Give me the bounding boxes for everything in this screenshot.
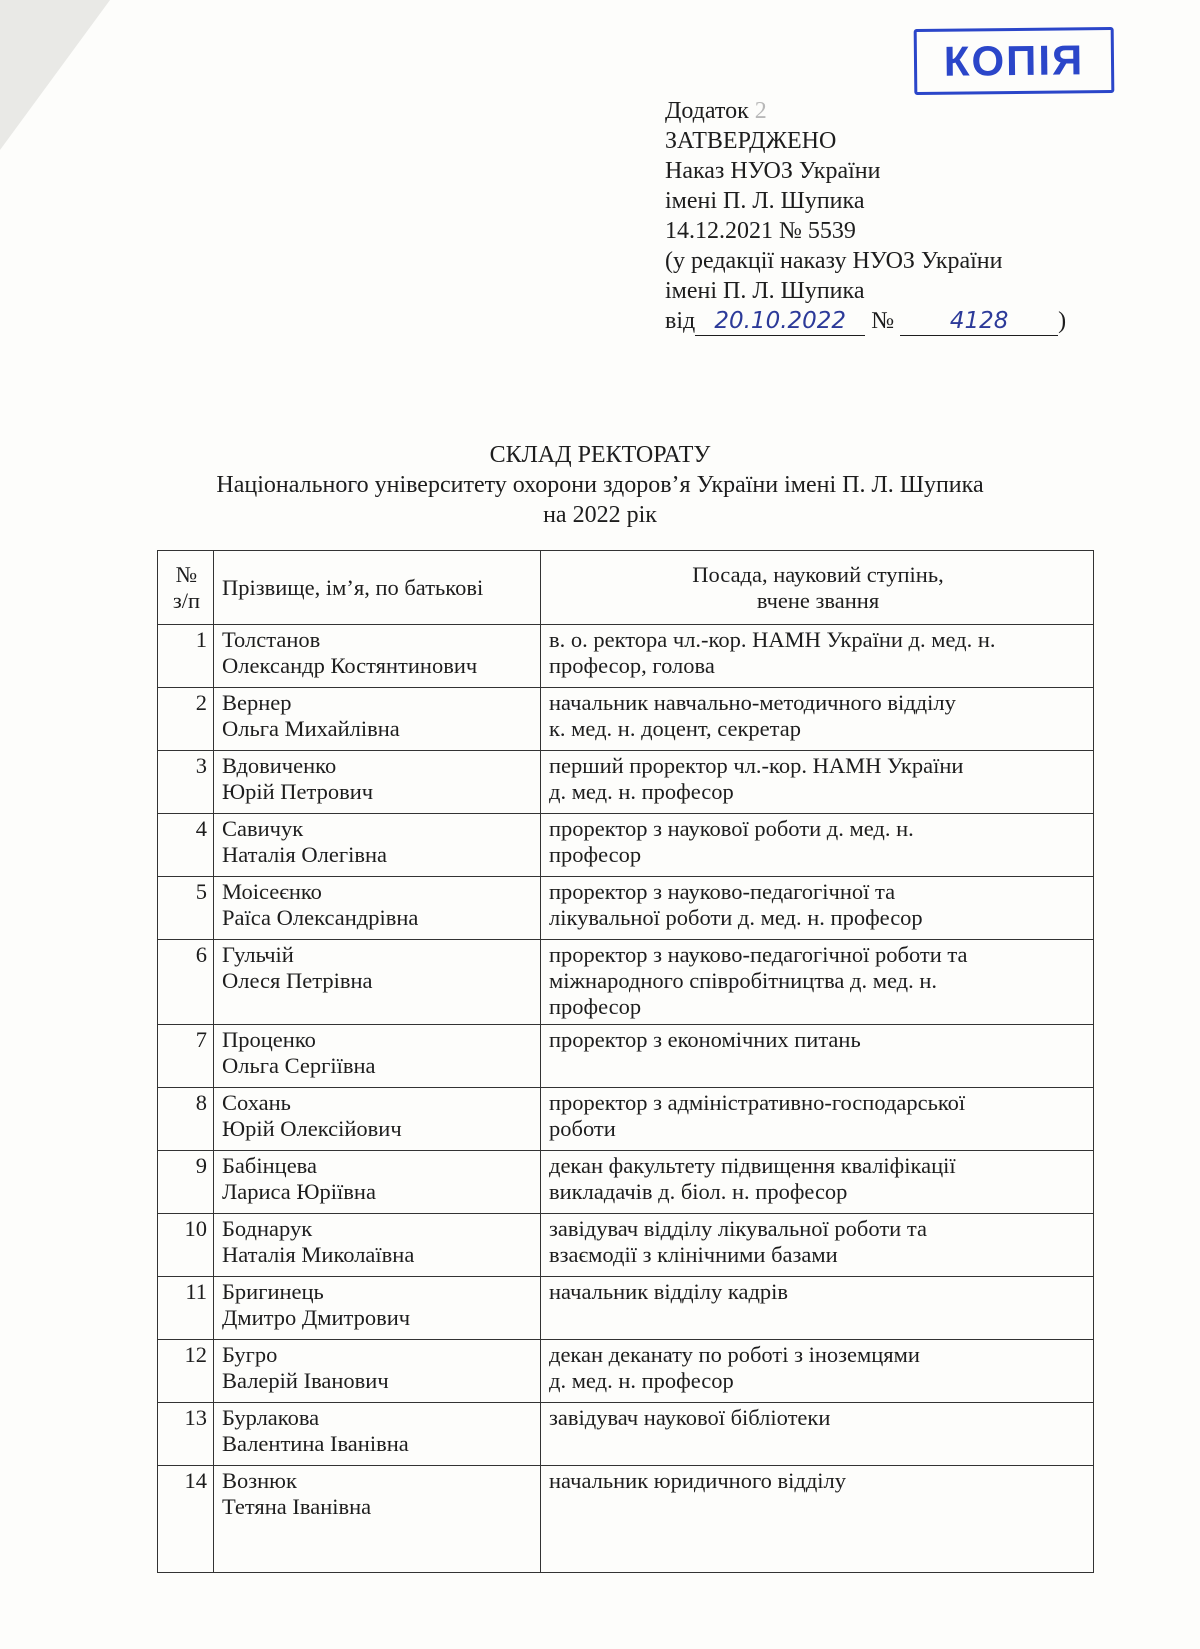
table-body <box>158 625 1094 1573</box>
row-full-name <box>214 1277 541 1340</box>
table-row <box>158 940 1094 1025</box>
handwritten-date: 20.10.2022 <box>695 308 865 336</box>
revision-university-line: імені П. Л. Шупика <box>665 278 865 304</box>
table-row <box>158 751 1094 814</box>
row-position-line: проректор з науково-педагогічної та <box>549 879 896 904</box>
row-given-names: Лариса Юріївна <box>222 1179 376 1204</box>
row-position-line: професор <box>549 994 642 1019</box>
copy-stamp <box>914 27 1115 95</box>
appendix-label: Додаток <box>665 98 755 124</box>
row-surname: Боднарук <box>222 1216 313 1241</box>
row-position-line: д. мед. н. професор <box>549 1368 734 1393</box>
row-position <box>541 688 1094 751</box>
row-given-names: Ольга Сергіївна <box>222 1053 376 1078</box>
row-surname: Бабінцева <box>222 1153 317 1178</box>
row-position-line: к. мед. н. доцент, секретар <box>549 716 802 741</box>
row-number: 10 <box>158 1214 214 1277</box>
header-position-line1: Посада, науковий ступінь, <box>692 561 944 587</box>
row-position-line: начальник навчально-методичного відділу <box>549 690 956 715</box>
row-number: 1 <box>158 625 214 688</box>
row-number: 8 <box>158 1088 214 1151</box>
row-position-line: професор <box>549 842 642 867</box>
table-header-row <box>158 551 1094 625</box>
from-label: від <box>665 308 696 334</box>
row-given-names: Наталія Олегівна <box>222 842 387 867</box>
row-given-names: Раїса Олександрівна <box>222 905 419 930</box>
row-position-line: в. о. ректора чл.-кор. НАМН України д. мед. н. <box>549 627 996 652</box>
row-number: 7 <box>158 1025 214 1088</box>
header-number-line1: № <box>175 561 198 587</box>
row-position <box>541 1214 1094 1277</box>
row-full-name <box>214 1151 541 1214</box>
revision-line: (у редакції наказу НУОЗ України <box>665 248 1003 274</box>
row-number: 3 <box>158 751 214 814</box>
header-number <box>158 551 214 625</box>
row-position <box>541 1277 1094 1340</box>
row-given-names: Валентина Іванівна <box>222 1431 409 1456</box>
revision-date-line <box>665 306 1066 336</box>
table-row <box>158 1403 1094 1466</box>
row-position <box>541 1151 1094 1214</box>
row-surname: Толстанов <box>222 627 321 652</box>
row-surname: Бригинець <box>222 1279 324 1304</box>
row-number: 14 <box>158 1466 214 1573</box>
row-full-name <box>214 1403 541 1466</box>
row-position-line: взаємодії з клінічними базами <box>549 1242 838 1267</box>
copy-stamp-text: КОПІЯ <box>943 36 1085 85</box>
document-year: на 2022 рік <box>543 502 657 528</box>
row-given-names: Наталія Миколаївна <box>222 1242 415 1267</box>
table-row <box>158 1466 1094 1573</box>
row-full-name <box>214 625 541 688</box>
approved-line: ЗАТВЕРДЖЕНО <box>665 128 837 154</box>
appendix-line <box>665 96 1066 126</box>
row-full-name <box>214 1340 541 1403</box>
row-number: 2 <box>158 688 214 751</box>
row-position-line: д. мед. н. професор <box>549 779 734 804</box>
row-full-name <box>214 1025 541 1088</box>
row-position <box>541 877 1094 940</box>
row-number: 9 <box>158 1151 214 1214</box>
header-name: Прізвище, ім’я, по батькові <box>214 551 541 625</box>
row-position-line: декан факультету підвищення кваліфікації <box>549 1153 956 1178</box>
row-position-line: завідувач наукової бібліотеки <box>549 1405 831 1430</box>
order-date-number-line: 14.12.2021 № 5539 <box>665 218 856 244</box>
row-position-line: проректор з економічних питань <box>549 1027 861 1052</box>
header-position <box>541 551 1094 625</box>
number-sign: № <box>865 308 901 334</box>
row-given-names: Юрій Петрович <box>222 779 374 804</box>
table-row <box>158 1151 1094 1214</box>
row-number: 6 <box>158 940 214 1025</box>
row-position-line: начальник юридичного відділу <box>549 1468 846 1493</box>
row-position-line: завідувач відділу лікувальної роботи та <box>549 1216 927 1241</box>
document-title: СКЛАД РЕКТОРАТУ <box>489 442 711 468</box>
row-number: 5 <box>158 877 214 940</box>
row-full-name <box>214 751 541 814</box>
row-number: 4 <box>158 814 214 877</box>
row-position <box>541 1340 1094 1403</box>
order-line: Наказ НУОЗ України <box>665 158 881 184</box>
table-row <box>158 688 1094 751</box>
row-position-line: викладачів д. біол. н. професор <box>549 1179 848 1204</box>
university-name-line: імені П. Л. Шупика <box>665 188 865 214</box>
document-subtitle: Національного університету охорони здоров’я України імені П. Л. Шупика <box>216 472 984 498</box>
row-full-name <box>214 688 541 751</box>
row-position-line: професор, голова <box>549 653 715 678</box>
row-given-names: Юрій Олексійович <box>222 1116 402 1141</box>
row-position <box>541 940 1094 1025</box>
approval-block <box>665 96 1066 336</box>
row-position <box>541 1403 1094 1466</box>
header-position-line2: вчене звання <box>756 587 880 613</box>
row-position <box>541 814 1094 877</box>
row-surname: Вознюк <box>222 1468 297 1493</box>
row-position <box>541 625 1094 688</box>
row-position-line: проректор з наукової роботи д. мед. н. <box>549 816 914 841</box>
row-surname: Сохань <box>222 1090 291 1115</box>
row-full-name <box>214 1466 541 1573</box>
row-given-names: Ольга Михайлівна <box>222 716 400 741</box>
row-surname: Гульчій <box>222 942 294 967</box>
row-position-line: перший проректор чл.-кор. НАМН України <box>549 753 964 778</box>
row-number: 12 <box>158 1340 214 1403</box>
table-row <box>158 877 1094 940</box>
row-position-line: проректор з науково-педагогічної роботи та <box>549 942 968 967</box>
row-position-line: лікувальної роботи д. мед. н. професор <box>549 905 923 930</box>
table-row <box>158 1340 1094 1403</box>
header-number-line2: з/п <box>172 587 201 613</box>
row-position <box>541 1088 1094 1151</box>
row-position-line: декан деканату по роботі з іноземцями <box>549 1342 920 1367</box>
rectorate-table <box>157 550 1094 1573</box>
row-surname: Бугро <box>222 1342 278 1367</box>
handwritten-number: 4128 <box>900 308 1058 336</box>
table-row <box>158 814 1094 877</box>
table-row <box>158 1214 1094 1277</box>
row-position <box>541 751 1094 814</box>
row-position-line: проректор з адміністративно-господарської <box>549 1090 966 1115</box>
row-full-name <box>214 1214 541 1277</box>
row-position-line: міжнародного співробітництва д. мед. н. <box>549 968 938 993</box>
row-full-name <box>214 940 541 1025</box>
row-number: 11 <box>158 1277 214 1340</box>
row-position-line: начальник відділу кадрів <box>549 1279 789 1304</box>
row-given-names: Валерій Іванович <box>222 1368 389 1393</box>
row-given-names: Тетяна Іванівна <box>222 1494 372 1519</box>
row-given-names: Дмитро Дмитрович <box>222 1305 411 1330</box>
row-given-names: Олеся Петрівна <box>222 968 373 993</box>
table-row <box>158 1088 1094 1151</box>
row-surname: Бурлакова <box>222 1405 320 1430</box>
row-number: 13 <box>158 1403 214 1466</box>
row-surname: Вернер <box>222 690 292 715</box>
table-row <box>158 1277 1094 1340</box>
row-surname: Вдовиченко <box>222 753 337 778</box>
closing-paren: ) <box>1058 308 1067 334</box>
row-surname: Проценко <box>222 1027 316 1052</box>
row-surname: Савичук <box>222 816 304 841</box>
row-surname: Моісеєнко <box>222 879 322 904</box>
row-full-name <box>214 877 541 940</box>
row-position <box>541 1025 1094 1088</box>
row-position <box>541 1466 1094 1573</box>
table-row <box>158 1025 1094 1088</box>
row-full-name <box>214 1088 541 1151</box>
appendix-number: 2 <box>754 98 767 124</box>
row-full-name <box>214 814 541 877</box>
table-row <box>158 625 1094 688</box>
row-position-line: роботи <box>549 1116 616 1141</box>
folded-corner <box>0 0 110 150</box>
row-given-names: Олександр Костянтинович <box>222 653 478 678</box>
